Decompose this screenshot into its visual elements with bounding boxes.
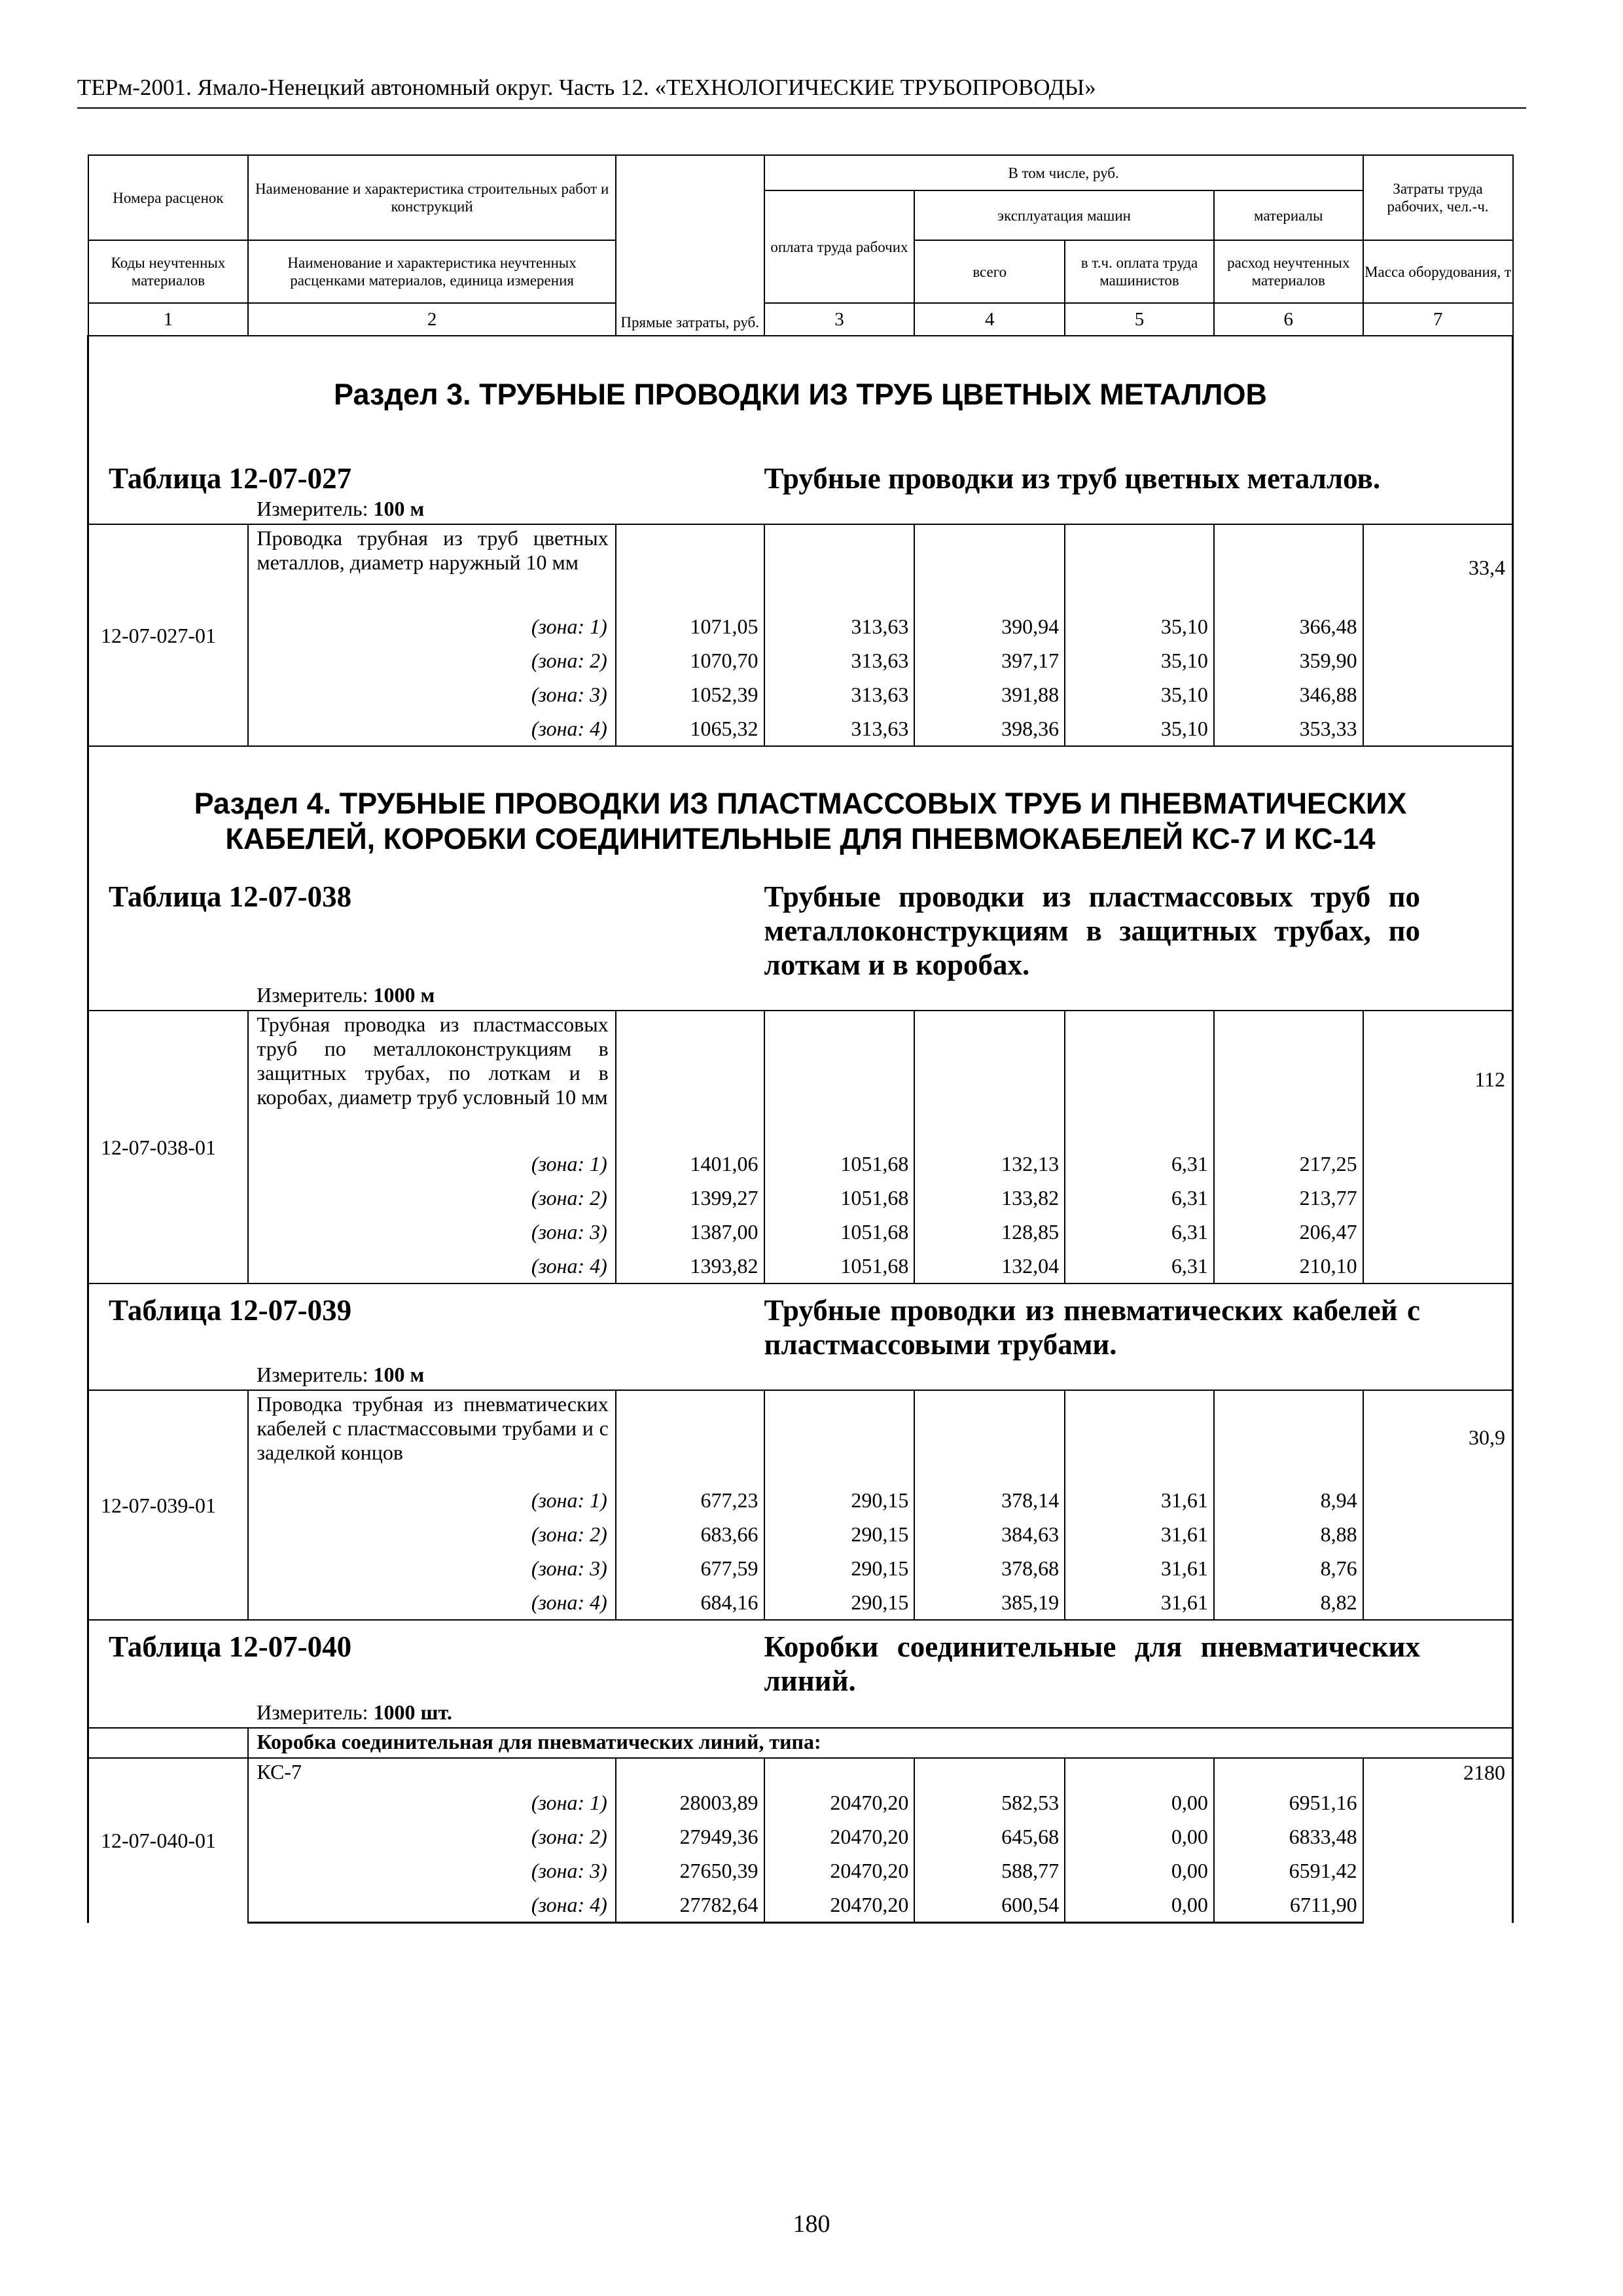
section-heading (88, 772, 1513, 870)
empty-cell (764, 1011, 915, 1147)
zone-label: (зона: 3) (248, 677, 615, 711)
operators-cost: 31,61 (1065, 1585, 1214, 1620)
rate-code: 12-07-038-01 (88, 1011, 249, 1283)
materials-cost: 8,82 (1214, 1585, 1363, 1620)
meter-value: 100 м (373, 1363, 425, 1386)
section-title: КАБЕЛЕЙ, КОРОБКИ СОЕДИНИТЕЛЬНЫЕ ДЛЯ ПНЕВМОКАБЕЛЕЙ КС-7 И КС-14 (225, 822, 1376, 855)
machines-cost: 133,82 (914, 1181, 1065, 1215)
table-title: Трубные проводки из пневматических кабелей с пластмассовыми трубами. (764, 1284, 1513, 1361)
materials-cost: 6951,16 (1214, 1785, 1363, 1820)
labor-cost: 313,63 (764, 609, 915, 643)
direct-cost: 677,59 (616, 1551, 764, 1585)
direct-cost: 1387,00 (616, 1215, 764, 1249)
materials-cost: 6591,42 (1214, 1854, 1363, 1888)
direct-cost: 1065,32 (616, 711, 764, 746)
operators-cost: 35,10 (1065, 711, 1214, 746)
machines-cost: 588,77 (914, 1854, 1065, 1888)
empty-cell (914, 1011, 1065, 1147)
mass-value: 30,9 (1363, 1390, 1513, 1620)
col7-header-bottom: расход неучтенных материалов (1214, 240, 1363, 303)
meter-label: Измеритель: (257, 983, 368, 1007)
direct-cost: 684,16 (616, 1585, 764, 1620)
col6-header: в т.ч. оплата труда машинистов (1065, 240, 1214, 303)
table-title: Трубные проводки из труб цветных металлов. (764, 452, 1513, 495)
machines-cost: 385,19 (914, 1585, 1065, 1620)
materials-cost: 346,88 (1214, 677, 1363, 711)
operators-cost: 0,00 (1065, 1820, 1214, 1854)
labor-cost: 20470,20 (764, 1785, 915, 1820)
direct-cost: 27782,64 (616, 1888, 764, 1923)
machines-cost: 397,17 (914, 643, 1065, 677)
zone-label: (зона: 4) (248, 711, 615, 746)
mass-value: 2180 (1363, 1758, 1513, 1923)
meter-value: 1000 м (373, 983, 435, 1007)
meter-value: 100 м (373, 497, 425, 520)
col-number: 1 (88, 303, 249, 336)
machines-cost: 378,14 (914, 1483, 1065, 1517)
operators-cost: 31,61 (1065, 1551, 1214, 1585)
labor-cost: 290,15 (764, 1483, 915, 1517)
materials-cost: 6833,48 (1214, 1820, 1363, 1854)
direct-cost: 28003,89 (616, 1785, 764, 1820)
empty-cell (1214, 1390, 1363, 1483)
labor-cost: 20470,20 (764, 1820, 915, 1854)
operators-cost: 35,10 (1065, 643, 1214, 677)
direct-cost: 1401,06 (616, 1147, 764, 1181)
operators-cost: 31,61 (1065, 1517, 1214, 1551)
empty-cell (764, 1390, 915, 1483)
direct-cost: 677,23 (616, 1483, 764, 1517)
zone-label: (зона: 1) (248, 1785, 615, 1820)
empty-cell (1214, 1758, 1363, 1785)
spacer (88, 746, 1513, 772)
rate-code: 12-07-027-01 (88, 524, 249, 746)
zone-label: (зона: 2) (248, 1517, 615, 1551)
materials-cost: 359,90 (1214, 643, 1363, 677)
zone-label: (зона: 3) (248, 1854, 615, 1888)
machines-cost: 390,94 (914, 609, 1065, 643)
col-number: 3 (764, 303, 915, 336)
operators-cost: 31,61 (1065, 1483, 1214, 1517)
operators-cost: 6,31 (1065, 1147, 1214, 1181)
zone-label: (зона: 1) (248, 1483, 615, 1517)
meter-value: 1000 шт. (373, 1700, 452, 1724)
labor-cost: 1051,68 (764, 1249, 915, 1283)
labor-cost: 313,63 (764, 677, 915, 711)
col3-header: Прямые затраты, руб. (616, 155, 764, 336)
col1-header-top: Номера расценок (88, 155, 249, 240)
table-number: Таблица 12-07-040 (88, 1621, 764, 1698)
empty-cell (914, 524, 1065, 609)
direct-cost: 1071,05 (616, 609, 764, 643)
empty-cell (914, 1758, 1065, 1785)
col5-header: всего (914, 240, 1065, 303)
table-number: Таблица 12-07-038 (88, 870, 764, 982)
col-number: 6 (1214, 303, 1363, 336)
table-title: Трубные проводки из пластмассовых труб по металлоконструкциям в защитных трубах, по лоткам и в коробах. (764, 870, 1513, 982)
empty-cell (88, 1728, 249, 1758)
direct-cost: 1052,39 (616, 677, 764, 711)
table-number: Таблица 12-07-027 (88, 452, 764, 495)
section-title: Раздел 3. ТРУБНЫЕ ПРОВОДКИ ИЗ ТРУБ ЦВЕТНЫХ МЕТАЛЛОВ (334, 377, 1267, 411)
empty-cell (616, 1758, 764, 1785)
empty-cell (764, 524, 915, 609)
empty-cell (616, 524, 764, 609)
labor-cost: 313,63 (764, 711, 915, 746)
col7-header-top: материалы (1214, 190, 1363, 240)
page-number: 180 (793, 2210, 830, 2238)
labor-cost: 290,15 (764, 1585, 915, 1620)
rate-code: 12-07-039-01 (88, 1390, 249, 1620)
zone-label: (зона: 1) (248, 1147, 615, 1181)
col1-header-bottom: Коды неучтенных материалов (88, 240, 249, 303)
empty-cell (1065, 1758, 1214, 1785)
materials-cost: 353,33 (1214, 711, 1363, 746)
direct-cost: 683,66 (616, 1517, 764, 1551)
machines-cost: 132,04 (914, 1249, 1065, 1283)
table-meter (88, 495, 1513, 524)
col-number: 2 (248, 303, 615, 336)
table-meter (88, 1698, 1513, 1728)
machines-cost: 128,85 (914, 1215, 1065, 1249)
materials-cost: 8,94 (1214, 1483, 1363, 1517)
zone-label: (зона: 3) (248, 1551, 615, 1585)
materials-cost: 366,48 (1214, 609, 1363, 643)
machines-cost: 600,54 (914, 1888, 1065, 1923)
labor-cost: 313,63 (764, 643, 915, 677)
labor-cost: 1051,68 (764, 1147, 915, 1181)
direct-cost: 1393,82 (616, 1249, 764, 1283)
machines-cost: 582,53 (914, 1785, 1065, 1820)
materials-cost: 206,47 (1214, 1215, 1363, 1249)
machines-cost: 378,68 (914, 1551, 1065, 1585)
group-header: Коробка соединительная для пневматических линий, типа: (248, 1728, 1512, 1758)
empty-cell (1214, 1011, 1363, 1147)
work-description: Трубная проводка из пластмассовых труб по металлоконструкциям в защитных трубах, по лоткам и в коробах, диаметр труб условный 10 мм (248, 1011, 615, 1147)
direct-cost: 27650,39 (616, 1854, 764, 1888)
labor-cost: 290,15 (764, 1551, 915, 1585)
empty-cell (1065, 1390, 1214, 1483)
machines-cost: 398,36 (914, 711, 1065, 746)
col8-header-top: Затраты труда рабочих, чел.-ч. (1363, 155, 1513, 240)
zone-label: (зона: 4) (248, 1888, 615, 1923)
materials-cost: 210,10 (1214, 1249, 1363, 1283)
table-number: Таблица 12-07-039 (88, 1284, 764, 1361)
page-header: ТЕРм-2001. Ямало-Ненецкий автономный округ. Часть 12. «ТЕХНОЛОГИЧЕСКИЕ ТРУБОПРОВОДЫ» (77, 73, 1526, 109)
meter-label: Измеритель: (257, 1700, 368, 1724)
operators-cost: 0,00 (1065, 1785, 1214, 1820)
empty-cell (764, 1758, 915, 1785)
table-title: Коробки соединительные для пневматических линий. (764, 1621, 1513, 1698)
machines-cost: 391,88 (914, 677, 1065, 711)
empty-cell (1065, 524, 1214, 609)
col-number: 7 (1363, 303, 1513, 336)
work-description: КС-7 (248, 1758, 615, 1785)
meter-label: Измеритель: (257, 1363, 368, 1386)
materials-cost: 8,88 (1214, 1517, 1363, 1551)
zone-label: (зона: 2) (248, 643, 615, 677)
machines-cost: 384,63 (914, 1517, 1065, 1551)
price-table (87, 154, 1514, 1924)
materials-cost: 213,77 (1214, 1181, 1363, 1215)
empty-cell (914, 1390, 1065, 1483)
operators-cost: 35,10 (1065, 677, 1214, 711)
table-meter (88, 1361, 1513, 1390)
zone-label: (зона: 3) (248, 1215, 615, 1249)
empty-cell (1214, 524, 1363, 609)
direct-cost: 1399,27 (616, 1181, 764, 1215)
zone-label: (зона: 4) (248, 1585, 615, 1620)
work-description: Проводка трубная из пневматических кабелей с пластмассовыми трубами и с заделкой концов (248, 1390, 615, 1483)
machines-cost: 645,68 (914, 1820, 1065, 1854)
col-number: 5 (1065, 303, 1214, 336)
materials-cost: 217,25 (1214, 1147, 1363, 1181)
zone-label: (зона: 1) (248, 609, 615, 643)
labor-cost: 1051,68 (764, 1181, 915, 1215)
materials-cost: 8,76 (1214, 1551, 1363, 1585)
col2-header-bottom: Наименование и характеристика неучтенных расценками материалов, единица измерения (248, 240, 615, 303)
table-meter (88, 982, 1513, 1011)
zone-label: (зона: 2) (248, 1181, 615, 1215)
empty-cell (616, 1011, 764, 1147)
operators-cost: 6,31 (1065, 1249, 1214, 1283)
meter-label: Измеритель: (257, 497, 368, 520)
zone-label: (зона: 4) (248, 1249, 615, 1283)
materials-cost: 6711,90 (1214, 1888, 1363, 1923)
direct-cost: 1070,70 (616, 643, 764, 677)
operators-cost: 0,00 (1065, 1854, 1214, 1888)
operators-cost: 6,31 (1065, 1215, 1214, 1249)
section-heading (88, 336, 1513, 452)
labor-cost: 20470,20 (764, 1854, 915, 1888)
col2-header-top: Наименование и характеристика строительных работ и конструкций (248, 155, 615, 240)
col8-header-bottom: Масса оборудования, т (1363, 240, 1513, 303)
labor-cost: 290,15 (764, 1517, 915, 1551)
zone-label: (зона: 2) (248, 1820, 615, 1854)
included-header: В том числе, руб. (764, 155, 1363, 190)
direct-cost: 27949,36 (616, 1820, 764, 1854)
work-description: Проводка трубная из труб цветных металлов, диаметр наружный 10 мм (248, 524, 615, 609)
section-title: Раздел 4. ТРУБНЫЕ ПРОВОДКИ ИЗ ПЛАСТМАССОВЫХ ТРУБ И ПНЕВМАТИЧЕСКИХ (194, 787, 1407, 820)
machines-header: эксплуатация машин (914, 190, 1214, 240)
empty-cell (616, 1390, 764, 1483)
machines-cost: 132,13 (914, 1147, 1065, 1181)
operators-cost: 35,10 (1065, 609, 1214, 643)
rate-code: 12-07-040-01 (88, 1758, 249, 1923)
operators-cost: 0,00 (1065, 1888, 1214, 1923)
empty-cell (1065, 1011, 1214, 1147)
col4-header: оплата труда рабочих (764, 190, 915, 303)
mass-value: 112 (1363, 1011, 1513, 1283)
mass-value: 33,4 (1363, 524, 1513, 746)
operators-cost: 6,31 (1065, 1181, 1214, 1215)
labor-cost: 20470,20 (764, 1888, 915, 1923)
col-number: 4 (914, 303, 1065, 336)
labor-cost: 1051,68 (764, 1215, 915, 1249)
